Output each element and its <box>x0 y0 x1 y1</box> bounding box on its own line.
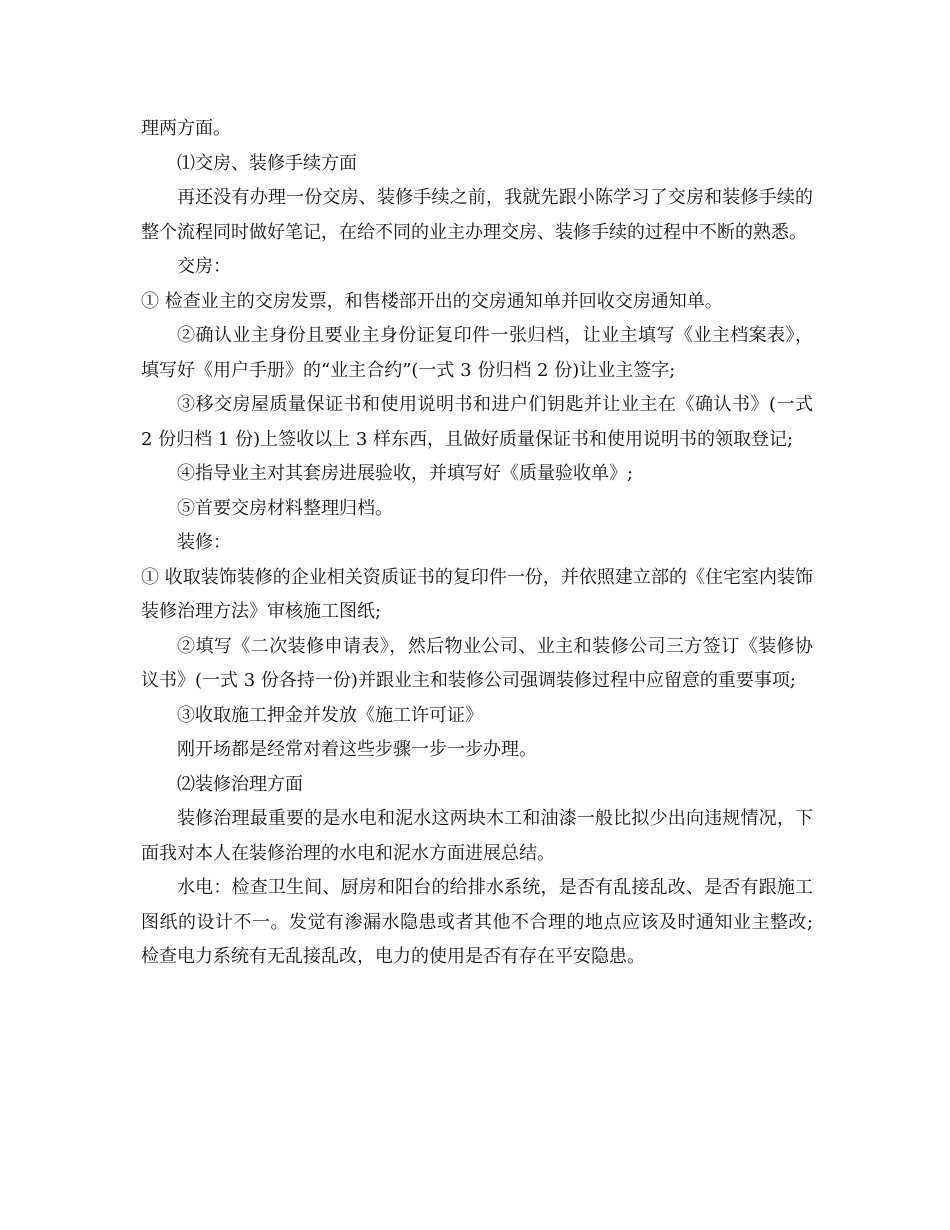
paragraph-learning-process: 再还没有办理一份交房、装修手续之前，我就先跟小陈学习了交房和装修手续的整个流程同时做好笔记，在给不同的业主办理交房、装修手续的过程中不断的熟悉。 <box>141 187 813 243</box>
subheading-handover: 交房： <box>177 256 231 277</box>
paragraph-continuation: 理两方面。 <box>141 118 231 139</box>
handover-step-2: ②确认业主身份且要业主身份证复印件一张归档，让业主填写《业主档案表》，填写好《用户手册》的“业主合约”(一式 3 份归档 2 份)让业主签字; <box>141 325 813 381</box>
paragraph-management-summary: 装修治理最重要的是水电和泥水这两块木工和油漆一般比拟少出向违规情况，下面我对本人在装修治理的水电和泥水方面进展总结。 <box>141 808 813 864</box>
document-body <box>141 112 813 975</box>
paragraph-early-practice: 刚开场都是经常对着这些步骤一步一步办理。 <box>177 739 537 760</box>
handover-step-5: ⑤首要交房材料整理归档。 <box>177 497 393 519</box>
renovation-step-1: ① 收取装饰装修的企业相关资质证书的复印件一份，并依照建立部的《住宅室内装饰装修治理方法》审核施工图纸; <box>141 566 813 622</box>
subheading-renovation: 装修： <box>177 532 231 553</box>
handover-step-4: ④指导业主对其套房进展验收，并填写好《质量验收单》; <box>177 463 634 484</box>
section-heading-renovation-management: ⑵装修治理方面 <box>177 773 303 795</box>
section-heading-handover-procedures: ⑴交房、装修手续方面 <box>177 152 357 174</box>
handover-step-1: ① 检查业主的交房发票，和售楼部开出的交房通知单并回收交房通知单。 <box>141 290 723 312</box>
paragraph-plumbing-electrical: 水电：检查卫生间、厨房和阳台的给排水系统，是否有乱接乱改、是否有跟施工图纸的设计不一。发觉有渗漏水隐患或者其他不合理的地点应该及时通知业主整改;检查电力系统有无乱接乱改，电力的使用是否有存在平安隐患。 <box>141 877 813 967</box>
renovation-step-3: ③收取施工押金并发放《施工许可证》 <box>177 704 483 726</box>
renovation-step-2: ②填写《二次装修申请表》，然后物业公司、业主和装修公司三方签订《装修协议书》(一式 3 份各持一份)并跟业主和装修公司强调装修过程中应留意的重要事项; <box>141 635 813 691</box>
handover-step-3: ③移交房屋质量保证书和使用说明书和进户们钥匙并让业主在《确认书》(一式 2 份归档 1 份)上签收以上 3 样东西，且做好质量保证书和使用说明书的领取登记; <box>141 394 813 450</box>
